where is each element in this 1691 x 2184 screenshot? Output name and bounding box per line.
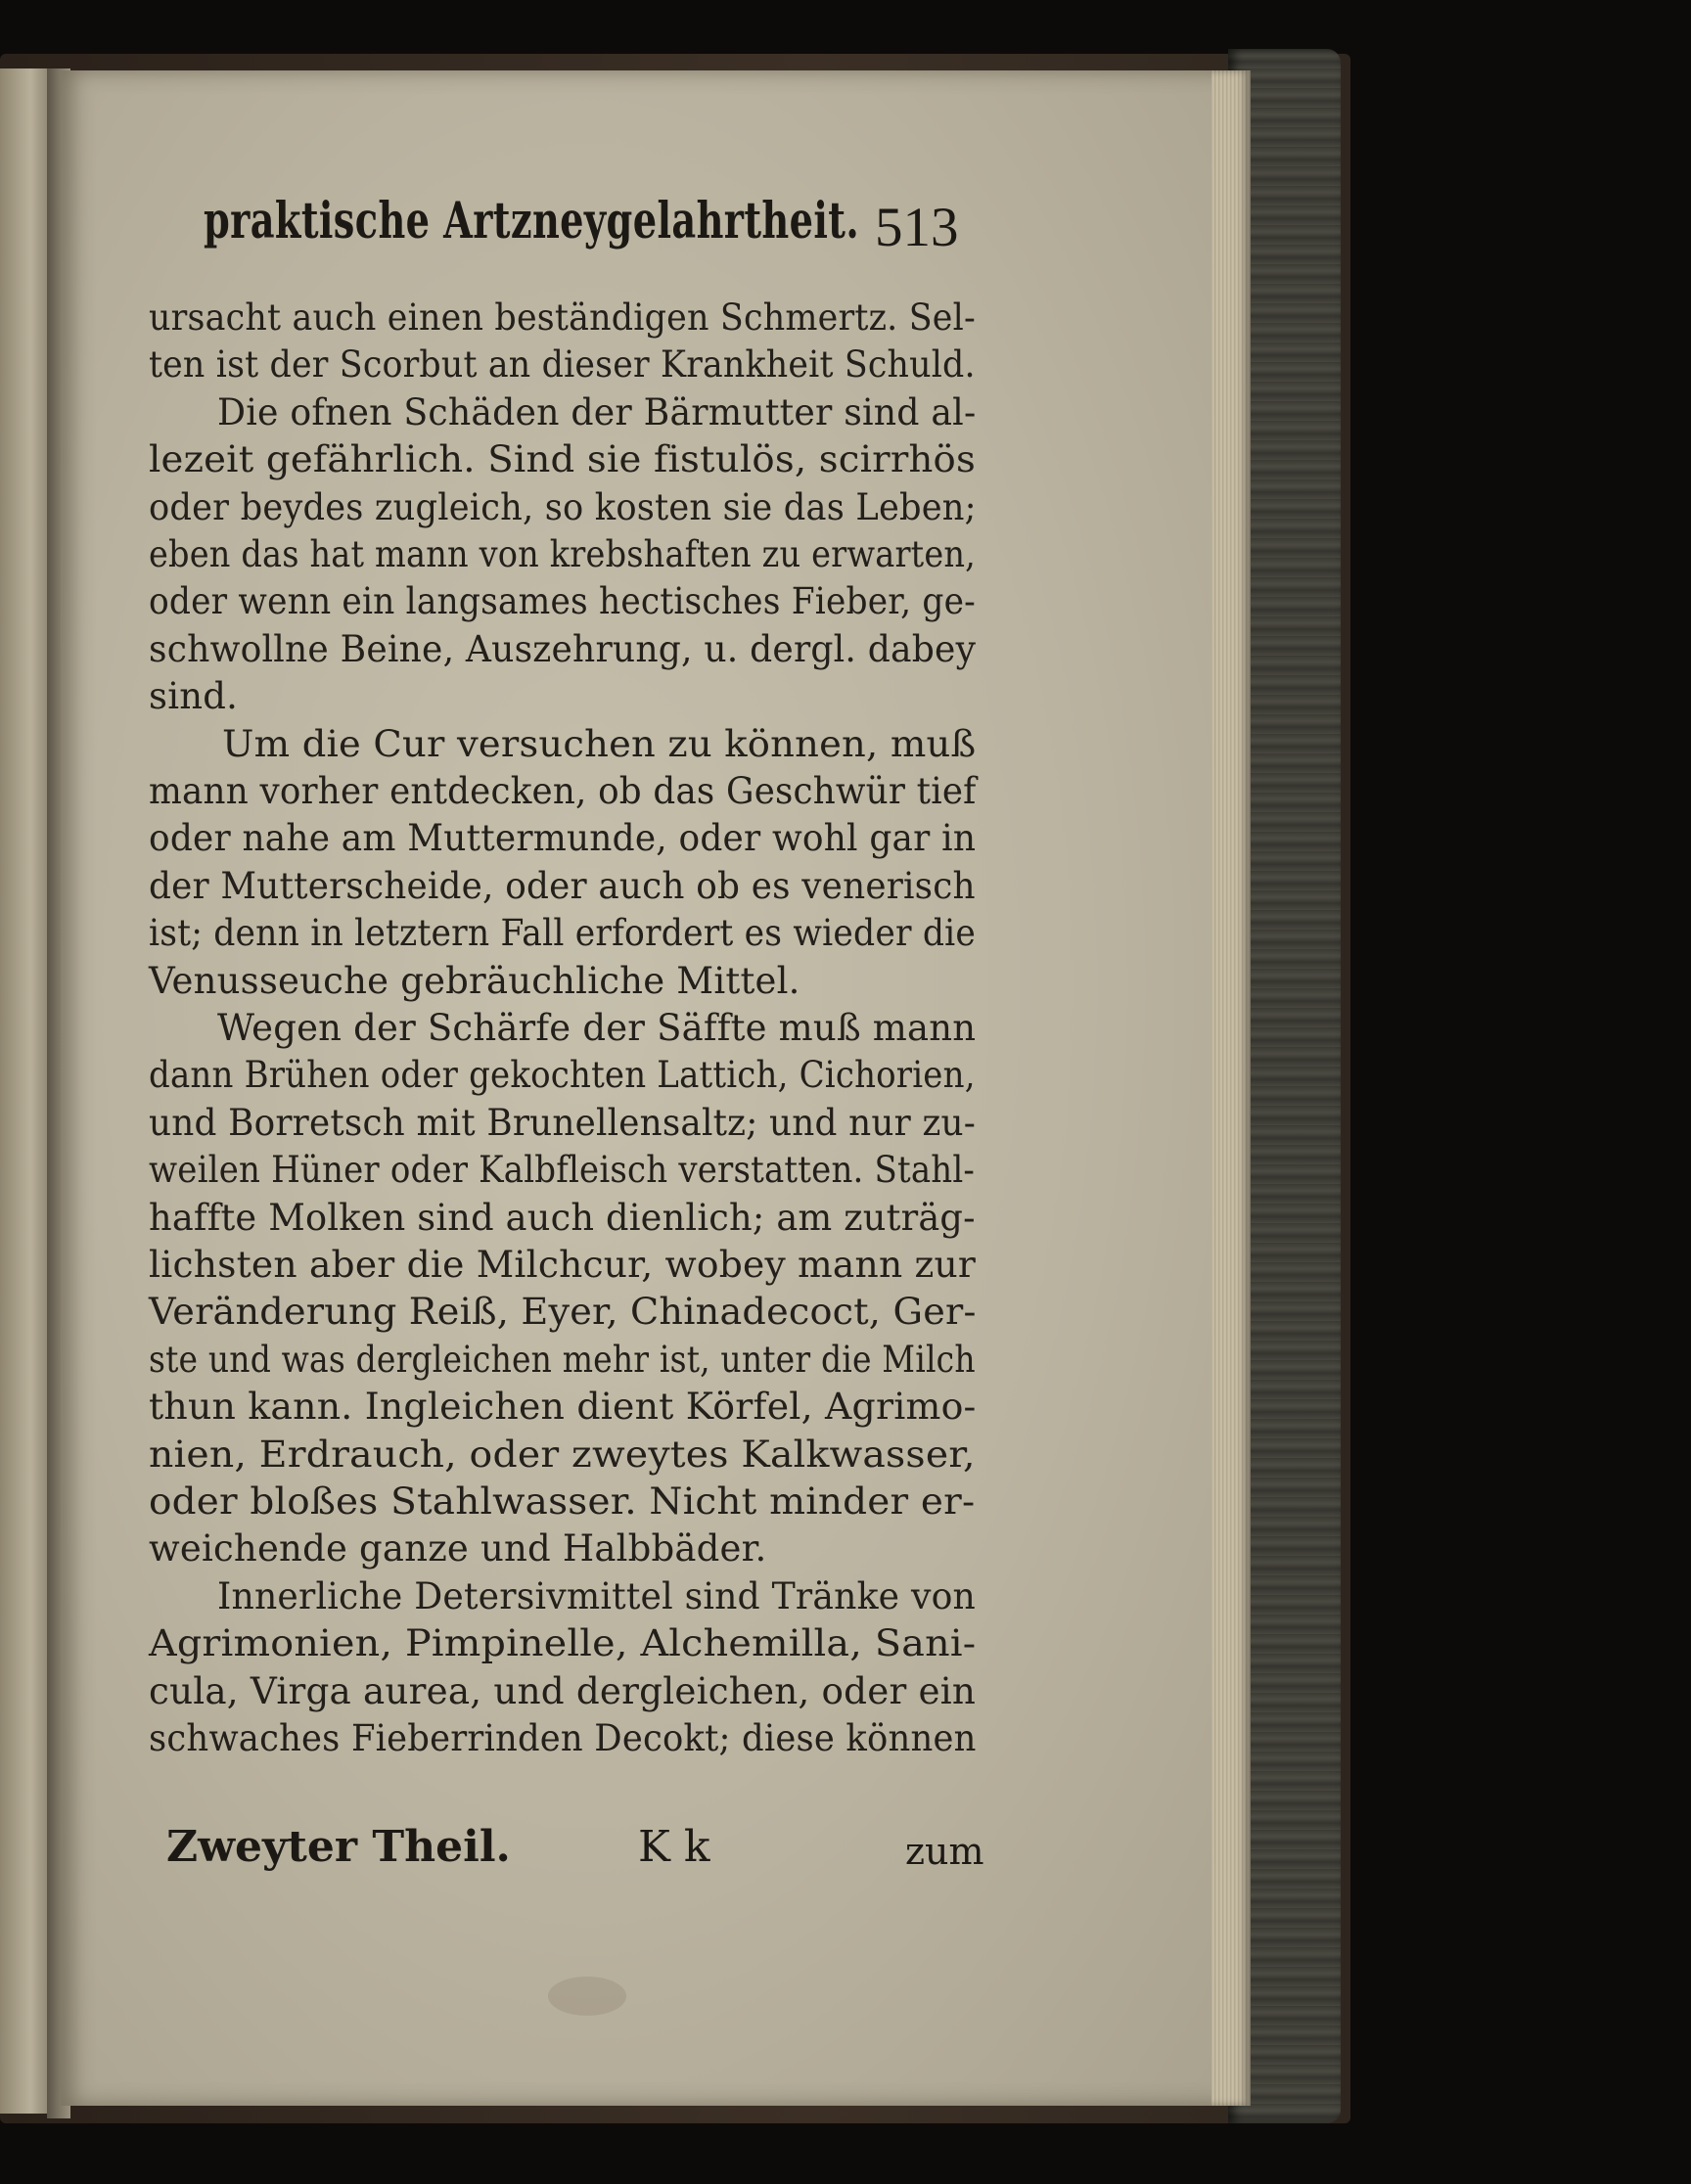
text-line: schwollne Beine, Auszehrung, u. dergl. dabey [149, 628, 977, 670]
text-line: oder bloßes Stahlwasser. Nicht minder er- [149, 1480, 976, 1523]
text-line: ist; denn in letztern Fall erfordert es wieder die [149, 912, 977, 954]
text-line: eben das hat mann von krebshaften zu erwarten, [149, 533, 977, 575]
text-line: schwaches Fieberrinden Decokt; diese können [149, 1717, 977, 1759]
text-line: Die ofnen Schäden der Bärmutter sind al- [217, 391, 977, 433]
text-line: weilen Hüner oder Kalbfleisch verstatten. Stahl- [149, 1149, 976, 1191]
text-line: lezeit gefährlich. Sind sie fistulös, scirrhös [149, 438, 976, 480]
text-line: Veränderung Reiß, Eyer, Chinadecoct, Ger- [149, 1291, 977, 1333]
text-line: und Borretsch mit Brunellensaltz; und nur zu- [149, 1102, 977, 1144]
text-line: der Mutterscheide, oder auch ob es venerisch [149, 865, 976, 907]
text-line: cula, Virga aurea, und dergleichen, oder ein [149, 1670, 977, 1712]
text-line: oder beydes zugleich, so kosten sie das Leben; [149, 486, 977, 528]
catchword: zum [905, 1830, 984, 1873]
text-line: thun kann. Ingleichen dient Körfel, Agrimo- [149, 1386, 977, 1428]
running-head: praktische Artzneygelahrtheit. [204, 192, 860, 250]
text-line: dann Brühen oder gekochten Lattich, Cichorien, [149, 1054, 976, 1096]
text-line: Wegen der Schärfe der Säffte muß mann [217, 1007, 977, 1049]
text-line: mann vorher entdecken, ob das Geschwür tief [149, 770, 977, 812]
text-line: Um die Cur versuchen zu können, muß [222, 723, 977, 765]
text-line: ten ist der Scorbut an dieser Krankheit Schuld. [149, 343, 976, 386]
text-line: ursacht auch einen beständigen Schmertz. Sel- [149, 296, 976, 339]
left-page-edge [0, 68, 51, 2114]
text-line: weichende ganze und Halbbäder. [149, 1527, 767, 1570]
signature-mark: K k [638, 1822, 710, 1872]
text-line: sind. [149, 675, 239, 717]
page-footer [166, 1822, 988, 1881]
text-line: lichsten aber die Milchcur, wobey mann zur [149, 1244, 977, 1286]
text-line: Agrimonien, Pimpinelle, Alchemilla, Sani- [149, 1622, 977, 1664]
page-edges [1211, 70, 1251, 2106]
text-line: ste und was dergleichen mehr ist, unter die Milch [149, 1339, 976, 1381]
text-line: nien, Erdrauch, oder zweytes Kalkwasser, [149, 1433, 976, 1476]
text-line: haffte Molken sind auch dienlich; am zuträg- [149, 1197, 976, 1239]
text-line: Venusseuche gebräuchliche Mittel. [149, 960, 800, 1002]
text-line: Innerliche Detersivmittel sind Tränke von [217, 1575, 977, 1617]
text-line: oder wenn ein langsames hectisches Fieber, ge- [149, 580, 976, 622]
page-header [204, 174, 986, 262]
text-line: oder nahe am Muttermunde, oder wohl gar in [149, 817, 977, 859]
paper-stain [548, 1977, 626, 2016]
volume-title: Zweyter Theil. [166, 1822, 511, 1872]
page-number: 513 [875, 197, 959, 258]
